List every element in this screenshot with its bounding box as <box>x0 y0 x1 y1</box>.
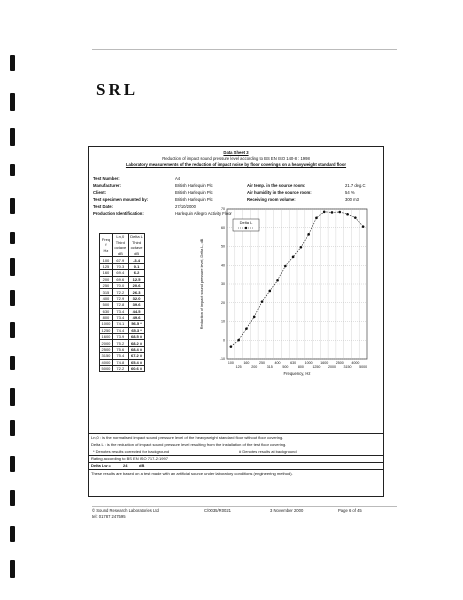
ln0-header <box>112 234 128 257</box>
sheet-title: Data Sheet 3 <box>223 150 249 155</box>
y-axis-label: Reduction of impact sound pressure level, Delta L, dB <box>200 238 204 330</box>
x-tick-label: 4000 <box>351 361 360 365</box>
deltal-cell: 68.4 # <box>128 346 145 352</box>
freq-cell: 250 <box>100 282 113 288</box>
client-value: British Harlequin Plc <box>175 190 213 195</box>
data-sheet <box>88 146 384 497</box>
ln0-cell: 75.6 <box>112 346 128 352</box>
air-temp-value: 21.7 deg.C <box>345 183 366 188</box>
data-point <box>307 233 310 236</box>
freq-cell: 800 <box>100 314 113 320</box>
company-logo: SRL <box>96 80 139 99</box>
ln0-cell: 73.4 <box>112 308 128 314</box>
deltal-header-line: Third <box>131 239 142 245</box>
freq-cell: 315 <box>100 289 113 295</box>
binder-mark <box>10 128 15 146</box>
data-point <box>323 211 326 214</box>
deltal-cell: 49.6 <box>128 314 145 320</box>
x-tick-label: 630 <box>290 361 297 365</box>
data-point <box>268 290 271 293</box>
x-tick-label: 200 <box>251 365 258 369</box>
delta-l-chart <box>195 203 377 408</box>
production-id-value: Harlequin Allegro Activity Floor <box>175 211 232 216</box>
legend-marker <box>245 227 247 229</box>
data-point <box>245 327 248 330</box>
footnote-rule <box>89 462 383 463</box>
freq-cell: 200 <box>100 276 113 282</box>
deltal-cell: 68.5 # <box>128 334 145 340</box>
data-point <box>253 316 256 319</box>
table-row <box>100 334 145 340</box>
manufacturer-value: British Harlequin Plc <box>175 183 213 188</box>
data-point <box>300 246 303 249</box>
ln0-cell: 70.0 <box>112 282 128 288</box>
x-tick-label: 2500 <box>335 361 344 365</box>
rating-unit: dB <box>139 463 145 468</box>
x-tick-label: 160 <box>243 361 250 365</box>
table-row <box>100 346 145 352</box>
footnote-deltal: Delta L : is the reduction of impact sound pressure level resulting from the installation of the test floor covering. <box>91 442 287 447</box>
deltal-cell: 6.2 <box>128 270 145 276</box>
test-number-value: A4 <box>175 176 181 181</box>
test-date-value: 27/10/2000 <box>175 204 196 209</box>
binder-mark <box>10 164 15 176</box>
y-tick-label: 70 <box>221 207 225 212</box>
data-point <box>315 217 318 220</box>
binder-mark <box>10 560 15 578</box>
ln0-cell: 75.4 <box>112 353 128 359</box>
x-tick-label: 125 <box>235 365 242 369</box>
table-row <box>100 359 145 365</box>
table-row <box>100 340 145 346</box>
x-tick-label: 100 <box>227 361 234 365</box>
deltal-cell: 39.6 <box>128 302 145 308</box>
deltal-cell: -3.4 <box>128 257 145 263</box>
deltal-cell: 0.1 <box>128 263 145 269</box>
rating-label: Delta Lw = <box>91 463 111 468</box>
x-tick-label: 1250 <box>312 365 321 369</box>
data-point <box>346 213 349 216</box>
table-row <box>100 314 145 320</box>
client-label: Client: <box>93 190 107 195</box>
frequency-table <box>99 233 145 372</box>
freq-cell: 5000 <box>101 366 111 372</box>
deltal-header-line: Delta L <box>130 234 143 239</box>
ln0-cell: 69.6 <box>112 276 128 282</box>
footer-ref: C/0035/R0021 <box>204 508 232 513</box>
rating-value: 24 <box>123 463 128 468</box>
freq-cell: 4000 <box>101 359 111 365</box>
binder-mark <box>10 490 15 506</box>
data-point <box>331 211 334 214</box>
binder-mark <box>10 93 15 111</box>
binder-mark <box>10 290 15 306</box>
ln0-header-line: dB <box>117 250 123 256</box>
footer-date: 3 November 2000 <box>270 508 304 513</box>
table-row <box>100 366 145 372</box>
freq-header-line: Hz <box>103 247 109 253</box>
y-tick-label: 10 <box>221 319 225 324</box>
data-point <box>354 216 357 219</box>
ln0-cell: 72.2 <box>112 289 128 295</box>
ln0-header-line: octave <box>114 245 127 251</box>
x-tick-label: 1600 <box>320 361 329 365</box>
table-row <box>100 295 145 301</box>
chart-svg <box>195 203 377 403</box>
binder-mark <box>10 258 15 276</box>
freq-cell: 500 <box>100 302 113 308</box>
data-point <box>230 345 233 348</box>
ln0-cell: 73.9 <box>112 334 128 340</box>
ln0-cell: 74.1 <box>112 321 128 327</box>
table-row <box>100 270 145 276</box>
ln0-cell: 75.2 <box>112 340 128 346</box>
ln0-cell: 72.9 <box>112 295 128 301</box>
table-row <box>100 289 145 295</box>
binder-mark <box>10 322 15 338</box>
ln0-cell: 74.8 <box>112 359 128 365</box>
freq-cell: 3150 <box>101 353 111 359</box>
test-date-label: Test Date: <box>93 204 113 209</box>
deltal-header <box>128 234 145 257</box>
freq-cell: 2000 <box>101 340 111 346</box>
binder-mark <box>10 456 15 472</box>
deltal-cell: 20.6 <box>128 282 145 288</box>
ln0-cell: 72.2 <box>112 366 128 372</box>
ln0-cell: 67.9 <box>112 257 128 263</box>
ln0-cell: 70.3 <box>112 263 128 269</box>
ln0-header-line: Ln,0 <box>116 234 125 239</box>
footnote-rule <box>89 469 383 470</box>
humidity-value: 54 % <box>345 190 355 195</box>
deltal-cell: 60.6 # <box>128 366 145 372</box>
freq-cell: 160 <box>100 270 113 276</box>
table-row <box>100 282 145 288</box>
table-row <box>100 257 145 263</box>
data-point <box>362 225 365 228</box>
y-tick-label: 50 <box>221 244 225 249</box>
freq-cell: 2500 <box>101 347 111 353</box>
production-id-label: Production Identification: <box>93 211 144 216</box>
deltal-cell: 67.2 # <box>128 353 145 359</box>
table-row <box>100 263 145 269</box>
binder-mark <box>10 198 15 214</box>
footer-page: Page 6 of 45 <box>338 508 362 513</box>
deltal-header-line: octave <box>130 245 143 251</box>
x-tick-label: 500 <box>282 365 289 369</box>
deltal-cell: 32.0 <box>128 295 145 301</box>
x-tick-label: 2000 <box>328 365 336 369</box>
humidity-label: Air humidity in the source room: <box>247 190 312 195</box>
freq-header-line: Freq <box>101 236 111 242</box>
x-tick-label: 1000 <box>304 361 313 365</box>
y-tick-label: 40 <box>221 263 225 268</box>
deltal-cell: 68.2 # <box>128 340 145 346</box>
table-row <box>100 353 145 359</box>
table-row <box>100 308 145 314</box>
data-point <box>284 265 287 268</box>
data-point <box>292 256 295 259</box>
deltal-cell: 65.3 * <box>128 327 145 333</box>
mounted-by-label: Test specimen mounted by: <box>93 197 149 202</box>
room-volume-value: 300 m3 <box>345 197 359 202</box>
method-note: These results are based on a test made with an artificial source under laboratory conditions (engineering method). <box>91 471 293 476</box>
deltal-header-line: dB <box>134 250 139 256</box>
sheet-subtitle: Reduction of impact sound pressure level according to BS EN ISO 140-8 : 1998 <box>162 156 310 161</box>
freq-header-line: f <box>105 242 107 248</box>
table-body <box>100 257 145 372</box>
x-tick-label: 3150 <box>343 365 352 369</box>
ln0-cell: 72.8 <box>112 302 128 308</box>
binder-mark <box>10 356 15 370</box>
table-row <box>100 276 145 282</box>
air-temp-label: Air temp. in the source room: <box>247 183 306 188</box>
y-tick-label: 20 <box>221 300 225 305</box>
ln0-cell: 69.4 <box>112 270 128 276</box>
binder-mark <box>10 55 15 71</box>
room-volume-label: Receiving room volume: <box>247 197 296 202</box>
deltal-cell: 56.5 * <box>128 321 145 327</box>
binder-mark <box>10 388 15 406</box>
ln0-header-line: Third <box>115 239 125 245</box>
freq-cell: 100 <box>100 257 113 263</box>
table-row <box>100 321 145 327</box>
table-header-row <box>100 234 145 257</box>
deltal-cell: 65.4 # <box>128 359 145 365</box>
ln0-cell: 73.4 <box>112 314 128 320</box>
deltal-cell: 12.5 <box>128 276 145 282</box>
data-point <box>261 300 264 303</box>
rating-title: Rating according to BS EN ISO 717-2:1997 <box>91 456 168 461</box>
binder-mark <box>10 420 15 436</box>
table-row <box>100 302 145 308</box>
x-axis-label: Frequency, Hz <box>283 371 311 376</box>
manufacturer-label: Manufacturer: <box>93 183 121 188</box>
freq-cell: 1600 <box>101 334 111 340</box>
footer-org: © Sound Research Laboratories Ltd <box>92 508 159 513</box>
deltal-cell: 44.5 <box>128 308 145 314</box>
freq-cell: 1000 <box>101 321 111 327</box>
deltal-cell: 26.3 <box>128 289 145 295</box>
footnote-ln0: Ln,0 : is the normalised impact sound pressure level of the heavyweight standard floor without floor covering. <box>91 435 284 440</box>
x-tick-label: 400 <box>274 361 281 365</box>
freq-cell: 400 <box>100 295 113 301</box>
header-rule <box>92 49 397 50</box>
sheet-heading: Laboratory measurements of the reduction of impact noise by floor coverings on a heavyweight standard floor <box>125 162 347 167</box>
y-tick-label: -10 <box>219 357 225 362</box>
footer-rule <box>92 506 397 507</box>
data-point <box>338 211 341 214</box>
freq-header <box>100 234 113 257</box>
mounted-by-value: British Harlequin Plc <box>175 197 213 202</box>
x-tick-label: 5000 <box>359 365 368 369</box>
data-point <box>237 339 240 342</box>
footnote-hash: # Denotes results at background <box>239 449 297 454</box>
binder-mark <box>10 232 15 244</box>
legend-label: Delta L <box>239 220 253 225</box>
binder-mark <box>10 526 15 542</box>
x-tick-label: 800 <box>297 365 304 369</box>
freq-cell: 630 <box>100 308 113 314</box>
y-tick-label: 0 <box>223 338 225 343</box>
footer-tel: tel: 01787 247595 <box>92 514 126 519</box>
table-row <box>100 327 145 333</box>
footnote-star: * Denotes results corrected for background <box>93 449 170 454</box>
y-tick-label: 30 <box>221 282 225 287</box>
x-tick-label: 250 <box>259 361 265 365</box>
ln0-cell: 74.4 <box>112 327 128 333</box>
x-tick-label: 315 <box>266 365 273 369</box>
freq-cell: 1250 <box>101 327 111 333</box>
y-tick-label: 60 <box>221 225 225 230</box>
freq-cell: 125 <box>100 263 113 269</box>
footnote-rule <box>89 433 383 434</box>
data-point <box>276 279 279 282</box>
test-number-label: Test Number: <box>93 176 120 181</box>
